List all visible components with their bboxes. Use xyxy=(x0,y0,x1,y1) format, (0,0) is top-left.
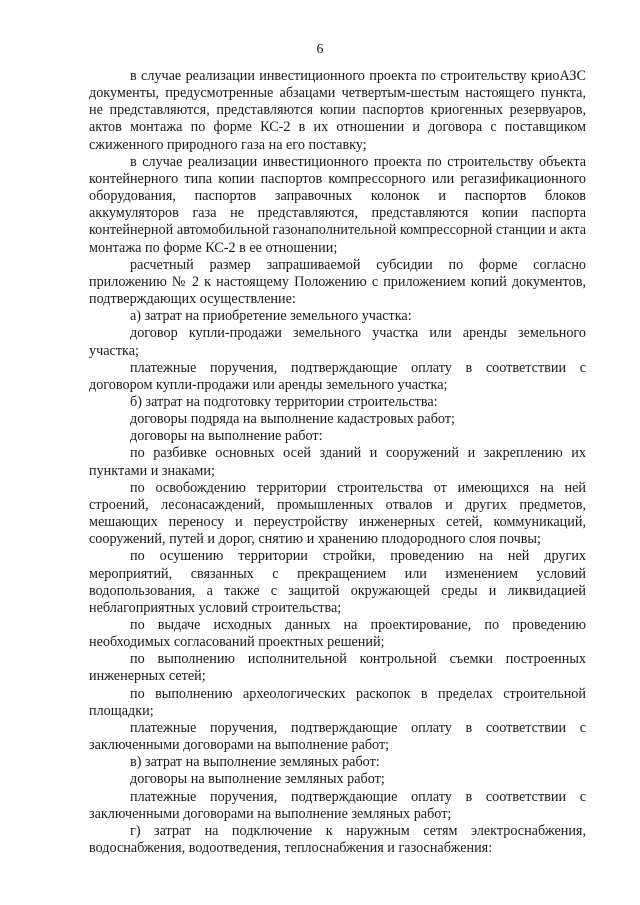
paragraph: платежные поручения, подтверждающие оплату в соответствии с договором купли-продажи или аренды земельного участка; xyxy=(89,359,586,393)
paragraph: договоры на выполнение земляных работ; xyxy=(130,771,385,788)
paragraph: договор купли-продажи земельного участка или аренды земельного участка; xyxy=(89,325,586,359)
paragraph: а) затрат на приобретение земельного участка: xyxy=(130,308,412,325)
paragraph: платежные поручения, подтверждающие оплату в соответствии с заключенными договорами на выполнение работ; xyxy=(89,719,586,754)
paragraph: по выполнению исполнительной контрольной съемки построенных инженерных сетей; xyxy=(89,651,586,685)
paragraph: в случае реализации инвестиционного проекта по строительству объекта контейнерного типа копии паспортов компрессорного или регазификационного оборудования, паспортов заправочных колонок и паспортов блоков аккумуляторов газа не представляются, представляются копии паспорта контейнерной автомобильной газонаполнительной компрессорной станции и акта монтажа по форме КС-2 в ее отношении; xyxy=(89,153,586,256)
paragraph: в случае реализации инвестиционного проекта по строительству криоАЗС документы, предусмотренные абзацами четвертым-шестым настоящего пункта, не представляются, представляются копии паспортов криогенных резервуаров, актов монтажа по форме КС-2 в их отношении и договора с поставщиком сжиженного природного газа на его поставку; xyxy=(89,68,586,153)
paragraph: по осушению территории стройки, проведению на ней других мероприятий, связанных с прекращением или изменением условий водопользования, а также с защитой окружающей среды и ликвидацией неблагоприятных условий строительства; xyxy=(89,548,586,616)
paragraph: б) затрат на подготовку территории строительства: xyxy=(130,393,438,410)
paragraph: по выдаче исходных данных на проектирование, по проведению необходимых согласований проектных решений; xyxy=(89,617,586,651)
paragraph: договоры подряда на выполнение кадастровых работ; xyxy=(130,411,455,428)
paragraph: г) затрат на подключение к наружным сетям электроснабжения, водоснабжения, водоотведения, теплоснабжения и газоснабжения: xyxy=(89,822,586,857)
paragraph: платежные поручения, подтверждающие оплату в соответствии с заключенными договорами на выполнение земляных работ; xyxy=(89,788,586,822)
paragraph: по выполнению археологических раскопок в пределах строительной площадки; xyxy=(89,685,586,719)
document-body xyxy=(89,68,586,857)
paragraph: в) затрат на выполнение земляных работ: xyxy=(130,754,380,771)
paragraph: расчетный размер запрашиваемой субсидии по форме согласно приложению № 2 к настоящему Положению с приложением копий документов, подтверждающих осуществление: xyxy=(89,256,586,308)
paragraph: по освобождению территории строительства от имеющихся на ней строений, лесонасаждений, промышленных отвалов и других предметов, мешающих переносу и переустройству инженерных сетей, коммуникаций, сооружений, путей и дорог, снятию и хранению плодородного слоя почвы; xyxy=(89,479,586,548)
paragraph: по разбивке основных осей зданий и сооружений и закреплению их пунктами и знаками; xyxy=(89,445,586,479)
paragraph: договоры на выполнение работ: xyxy=(130,428,323,445)
page-number: 6 xyxy=(316,42,324,57)
